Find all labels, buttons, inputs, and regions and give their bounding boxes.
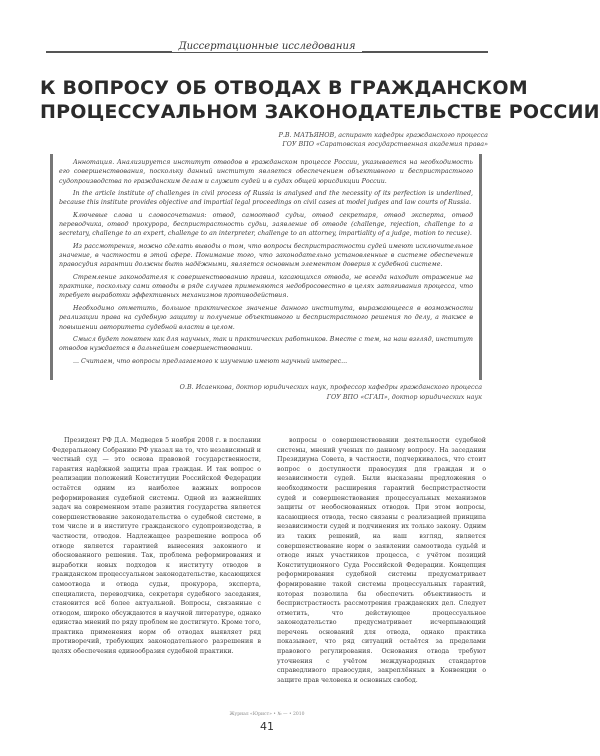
body-column-left xyxy=(52,436,261,706)
keywords-paragraph: Ключевые слова и словосочетания: отвод, самоотвод судьи, отвод секретаря, отвод эксперта, отвод переводчика, отвод прокурора, беспристрастность судьи, заявление об отводе (challenge, rejection, challenge to a secretary, challenge to an expert, challenge to an interpreter, challenge to an attorney, impartiality of a judge, motion to recuse). xyxy=(59,211,473,238)
author-affiliation: ГОУ ВПО «Саратовская государственная академия права» xyxy=(282,140,488,148)
abstract-paragraph: Необходимо отметить, большое практическое значение данного института, выражающееся в возможности реализации права на судебную защиту и получение объективного и беспристрастного решения по делу, а также в повышении авторитета судебной власти в целом. xyxy=(59,304,473,331)
body-text: Президент РФ Д.А. Медведев 5 ноября 2008 г. в послании Федеральному Собранию РФ указал на то, что независимый и честный суд — это основа правовой государственности, гарантия надёжной защиты прав граждан. И так вопрос о реализации положений Конституции Российской Федерации остаётся одним из наиболее важных вопросов реформирования судебной системы. Одной из важнейших задач на современном этапе развития государства является совершенствование законодательства о судебной системе, в том числе и в институте гражданского судопроизводства, в частности, отводов. Надлежащее разрешение вопроса об отводе является гарантией вынесения законного и обоснованного решения. Так, проблема реформирования и выработки новых подходов к институту отводов в гражданском процессуальном законодательстве, касающихся самоотвода и отвода судьи, прокурора, эксперта, специалиста, переводчика, секретаря судебного заседания, становится всё более актуальной. Вопросы, связанные с отводом, широко обсуждаются в научной литературе, однако единства мнений по ряду проблем не достигнуто. Кроме того, практика применения норм об отводах выявляет ряд противоречий, требующих законодательного разрешения в целях обеспечения единообразия судебной практики. xyxy=(52,437,261,656)
reviewer-line: О.В. Исаенкова, доктор юридических наук, профессор кафедры гражданского процесса xyxy=(179,383,482,391)
section-title: Диссертационные исследования xyxy=(172,41,361,52)
footer-note: Журнал «Юрист» • № — • 2010 xyxy=(229,712,305,717)
body-column-right xyxy=(277,436,486,706)
author-byline xyxy=(188,131,488,149)
abstract-paragraph: Из рассмотрения, можно сделать выводы о том, что вопросы беспристрастности судей имеют исключительное значение, в частности в этой сфере. Понимание того, что законодательно установленные в системе обеспечения правосудия гарантии должны быть надёжными, является основным элементом доверия к судебной системе. xyxy=(59,242,473,269)
page-number: 41 xyxy=(260,720,274,733)
abstract-paragraph: Аннотация. Анализируется институт отводов в гражданском процессе России, указывается на необходимость его совершенствования, поскольку данный институт является обеспечением объективного и беспристрастного судопроизводства по гражданским делам и служит судей и в судах общей юрисдикции России. xyxy=(59,159,473,185)
body-columns xyxy=(52,436,486,706)
abstract-paragraph: Стремление законодателя к совершенствованию правил, касающихся отвода, не всегда находит отражение на практике, поскольку сами отводы в ряде случаев применяются недобросовестно в целях затягивания процесса, что требует выработки эффективных механизмов противодействия. xyxy=(59,273,473,300)
abstract-paragraph: Смысл будет понятен как для научных, так и практических работников. Вместе с тем, на наш взгляд, институт отводов нуждается в дальнейшем совершенствовании. xyxy=(59,335,473,353)
reviewer-affiliation: ГОУ ВПО «СГАП», доктор юридических наук xyxy=(326,393,482,401)
section-header xyxy=(46,38,488,58)
article-title xyxy=(40,76,600,124)
article-title-line: К ВОПРОСУ ОБ ОТВОДАХ В ГРАЖДАНСКОМ xyxy=(40,77,528,99)
reviewer-byline xyxy=(162,382,482,402)
body-text: вопросы о совершенствовании деятельности судебной системы, мнений ученых по данному вопросу. На заседании Президиума Совета, в частности, подчеркивалось, что стоит вопрос о доступности правосудия для граждан и о независимости судей. Были высказаны предложения о необходимости расширения гарантий беспристрастности судей и совершенствования процессуальных механизмов защиты от необоснованных отводов. При этом вопросы, касающиеся отвода, тесно связаны с реализацией принципа независимости судей и подчинения их только закону. Одним из таких решений, на наш взгляд, является совершенствование норм о заявлении самоотвода судьёй и отводе иных участников процесса, с учётом позиций Конституционного Суда Российской Федерации. Концепция реформирования судебной системы предусматривает формирование такой системы процессуальных гарантий, которая позволила бы обеспечить объективность и беспристрастность рассмотрения гражданских дел. Следует отметить, что действующее процессуальное законодательство предусматривает исчерпывающий перечень оснований для отвода, однако практика показывает, что ряд ситуаций остаётся за пределами правового регулирования. Основания отвода требуют уточнения с учётом международных стандартов справедливого правосудия, закреплённых в Конвенции о защите прав человека и основных свобод. xyxy=(277,437,486,684)
author-line: Р.В. МАТЬЯНОВ, аспирант кафедры гражданского процесса xyxy=(278,131,488,139)
abstract-paragraph: In the article institute of challenges in civil process of Russia is analysed and the necessity of its perfection is underlined, because this institute provides objective and impartial legal proceedings on civil cases at model judges and law courts of Russia. xyxy=(59,190,473,207)
abstract-paragraph: ... Считаем, что вопросы предлагаемого к изучению имеют научный интерес... xyxy=(73,357,348,365)
abstract-box xyxy=(50,154,482,380)
article-title-line: ПРОЦЕССУАЛЬНОМ ЗАКОНОДАТЕЛЬСТВЕ РОССИИ xyxy=(40,101,600,123)
